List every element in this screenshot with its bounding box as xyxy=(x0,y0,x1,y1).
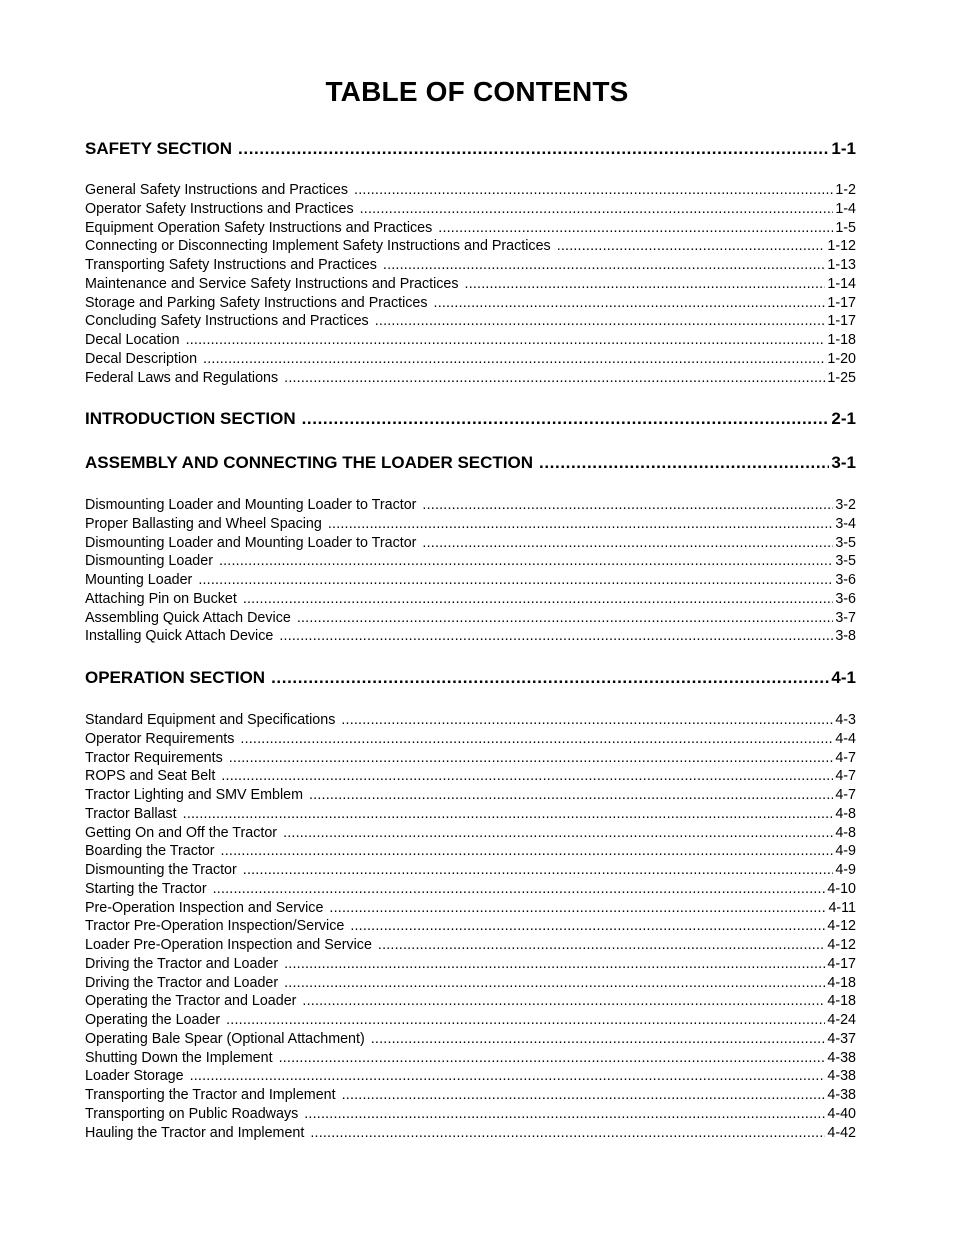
entry-page-number: 4-17 xyxy=(827,955,856,972)
section-heading xyxy=(85,137,856,161)
entry-label: Storage and Parking Safety Instructions and Practices xyxy=(85,294,428,311)
entry-label: Dismounting Loader and Mounting Loader to Tractor xyxy=(85,534,417,551)
entry-label: General Safety Instructions and Practices xyxy=(85,182,349,198)
entry-page-number: 3-6 xyxy=(835,590,856,607)
entry-label: Operating the Tractor and Loader xyxy=(85,993,297,1010)
entry-label: Decal Description xyxy=(85,350,198,367)
entry-page-number: 4-8 xyxy=(835,805,856,822)
entry-label: Driving the Tractor and Loader xyxy=(85,955,279,972)
entry-label: Boarding the Tractor xyxy=(85,843,215,860)
entry-label: Starting the Tractor xyxy=(85,880,207,897)
entry-page-number: 3-6 xyxy=(835,572,856,588)
section-page-number: 1-1 xyxy=(831,139,856,158)
toc-entry xyxy=(85,936,856,955)
entry-label: Connecting or Disconnecting Implement Safety Instructions and Practices xyxy=(85,238,551,255)
toc-entry xyxy=(85,1086,856,1105)
dot-leader xyxy=(226,1011,825,1030)
dot-leader xyxy=(434,294,826,313)
dot-leader xyxy=(375,312,826,331)
dot-leader xyxy=(284,974,825,993)
entry-page-number: 1-12 xyxy=(827,238,856,255)
entry-page-number: 4-4 xyxy=(835,730,856,747)
toc-section-operation xyxy=(85,666,856,690)
page-title: TABLE OF CONTENTS xyxy=(325,76,629,107)
entry-page-number: 4-11 xyxy=(828,899,856,916)
dot-leader xyxy=(271,666,829,690)
dot-leader xyxy=(465,275,826,294)
entry-label: Loader Storage xyxy=(85,1068,184,1085)
entry-label: Operator Safety Instructions and Practices xyxy=(85,200,354,217)
toc-entry xyxy=(85,899,856,918)
dot-leader xyxy=(243,590,834,609)
dot-leader xyxy=(360,200,834,219)
dot-leader xyxy=(341,711,833,730)
section-page-number: 2-1 xyxy=(831,409,856,428)
entry-label: Hauling the Tractor and Implement xyxy=(85,1124,305,1141)
entry-page-number: 4-18 xyxy=(827,993,856,1010)
entry-label: Tractor Pre-Operation Inspection/Service xyxy=(85,918,345,935)
toc-entry xyxy=(85,1105,856,1124)
dot-leader xyxy=(190,1067,826,1086)
dot-leader xyxy=(302,407,830,431)
toc-entry xyxy=(85,1049,856,1068)
dot-leader xyxy=(219,552,833,571)
dot-leader xyxy=(557,237,826,256)
toc-entry xyxy=(85,609,856,628)
entry-page-number: 4-38 xyxy=(827,1068,856,1085)
entry-page-number: 4-37 xyxy=(827,1030,856,1047)
entry-page-number: 1-18 xyxy=(827,332,856,348)
entry-page-number: 1-13 xyxy=(827,257,856,273)
entry-page-number: 4-10 xyxy=(827,880,856,897)
dot-leader xyxy=(302,992,825,1011)
entry-label: Dismounting the Tractor xyxy=(85,862,237,878)
entry-page-number: 4-24 xyxy=(827,1012,856,1028)
entry-label: Dismounting Loader xyxy=(85,553,213,570)
entry-page-number: 4-38 xyxy=(827,1049,856,1066)
toc-entry xyxy=(85,974,856,993)
dot-leader xyxy=(342,1086,826,1105)
entry-label: Transporting on Public Roadways xyxy=(85,1105,299,1122)
entry-label: Operating Bale Spear (Optional Attachment) xyxy=(85,1030,365,1047)
entry-label: Loader Pre-Operation Inspection and Service xyxy=(85,937,372,953)
toc-entry xyxy=(85,767,856,786)
entry-label: Concluding Safety Instructions and Practices xyxy=(85,313,369,330)
toc-section-safety xyxy=(85,137,856,161)
dot-leader xyxy=(304,1105,825,1124)
dot-leader xyxy=(279,627,833,646)
toc-entry xyxy=(85,730,856,749)
entry-page-number: 3-2 xyxy=(835,497,856,513)
entry-page-number: 4-40 xyxy=(827,1105,856,1122)
entry-label: Equipment Operation Safety Instructions and Practices xyxy=(85,219,433,236)
toc-entry xyxy=(85,571,856,590)
toc-entry xyxy=(85,181,856,200)
toc-entry xyxy=(85,786,856,805)
toc-entry xyxy=(85,237,856,256)
section-title: INTRODUCTION SECTION xyxy=(85,409,296,428)
entry-page-number: 4-3 xyxy=(835,712,856,728)
dot-leader xyxy=(422,496,833,515)
toc-entry xyxy=(85,312,856,331)
entry-page-number: 4-38 xyxy=(827,1087,856,1103)
entry-page-number: 3-4 xyxy=(835,515,856,532)
toc-entry xyxy=(85,992,856,1011)
entry-label: Proper Ballasting and Wheel Spacing xyxy=(85,515,322,532)
dot-leader xyxy=(279,1049,826,1068)
dot-leader xyxy=(329,899,826,918)
entry-page-number: 4-7 xyxy=(835,768,856,785)
dot-leader xyxy=(243,861,834,880)
entry-page-number: 4-42 xyxy=(827,1124,856,1141)
toc-entry xyxy=(85,496,856,515)
entry-label: Maintenance and Service Safety Instructions and Practices xyxy=(85,275,459,292)
section-title: OPERATION SECTION xyxy=(85,668,266,687)
dot-leader xyxy=(310,1124,825,1143)
dot-leader xyxy=(229,749,834,768)
dot-leader xyxy=(283,824,833,843)
dot-leader xyxy=(221,767,833,786)
dot-leader xyxy=(284,369,825,388)
entry-page-number: 3-8 xyxy=(835,628,856,645)
entry-label: Operator Requirements xyxy=(85,730,235,747)
dot-leader xyxy=(383,256,825,275)
toc-entry xyxy=(85,590,856,609)
entry-label: Transporting Safety Instructions and Practices xyxy=(85,257,377,273)
toc-list-operation xyxy=(85,711,856,1142)
dot-leader xyxy=(378,936,825,955)
entry-label: Federal Laws and Regulations xyxy=(85,369,279,386)
entry-label: Standard Equipment and Specifications xyxy=(85,712,336,728)
dot-leader xyxy=(309,786,833,805)
section-heading xyxy=(85,451,856,475)
entry-label: Operating the Loader xyxy=(85,1012,221,1028)
entry-label: Installing Quick Attach Device xyxy=(85,628,274,645)
entry-label: Dismounting Loader and Mounting Loader to Tractor xyxy=(85,497,417,513)
toc-entry xyxy=(85,1067,856,1086)
toc-entry xyxy=(85,805,856,824)
entry-page-number: 4-7 xyxy=(835,749,856,766)
toc-entry xyxy=(85,842,856,861)
entry-label: Getting On and Off the Tractor xyxy=(85,824,278,841)
toc-entry xyxy=(85,711,856,730)
toc-entry xyxy=(85,749,856,768)
entry-label: Tractor Requirements xyxy=(85,749,223,766)
entry-page-number: 4-8 xyxy=(835,824,856,841)
toc-entry xyxy=(85,256,856,275)
entry-label: Transporting the Tractor and Implement xyxy=(85,1087,336,1103)
dot-leader xyxy=(186,331,826,350)
dot-leader xyxy=(183,805,834,824)
dot-leader xyxy=(539,451,829,475)
entry-page-number: 4-9 xyxy=(835,862,856,878)
entry-page-number: 4-7 xyxy=(835,787,856,803)
toc-entry xyxy=(85,219,856,238)
dot-leader xyxy=(203,350,825,369)
entry-label: Assembling Quick Attach Device xyxy=(85,609,291,626)
entry-page-number: 4-12 xyxy=(827,918,856,935)
entry-label: Attaching Pin on Bucket xyxy=(85,590,237,607)
entry-page-number: 4-18 xyxy=(827,974,856,991)
dot-leader xyxy=(328,515,833,534)
entry-page-number: 1-17 xyxy=(827,294,856,311)
toc-list-safety xyxy=(85,181,856,387)
entry-page-number: 1-2 xyxy=(835,182,856,198)
dot-leader xyxy=(240,730,833,749)
entry-page-number: 3-7 xyxy=(835,609,856,626)
section-title: ASSEMBLY AND CONNECTING THE LOADER SECTION xyxy=(85,453,534,472)
entry-page-number: 1-25 xyxy=(827,369,856,386)
entry-label: Tractor Ballast xyxy=(85,805,177,822)
toc-entry xyxy=(85,1030,856,1049)
toc-list-assembly xyxy=(85,496,856,646)
section-heading xyxy=(85,407,856,431)
entry-page-number: 3-5 xyxy=(835,553,856,570)
toc-entry xyxy=(85,331,856,350)
toc-entry xyxy=(85,534,856,553)
entry-page-number: 1-17 xyxy=(827,313,856,330)
dot-leader xyxy=(284,955,825,974)
toc-entry xyxy=(85,350,856,369)
dot-leader xyxy=(438,219,833,238)
toc-entry xyxy=(85,955,856,974)
toc-entry xyxy=(85,275,856,294)
entry-label: Shutting Down the Implement xyxy=(85,1049,273,1066)
dot-leader xyxy=(371,1030,826,1049)
entry-label: Decal Location xyxy=(85,332,180,348)
entry-page-number: 1-5 xyxy=(835,219,856,236)
toc-entry xyxy=(85,369,856,388)
toc-entry xyxy=(85,294,856,313)
dot-leader xyxy=(354,181,833,200)
dot-leader xyxy=(213,880,826,899)
entry-page-number: 1-20 xyxy=(827,350,856,367)
dot-leader xyxy=(198,571,833,590)
toc-entry xyxy=(85,824,856,843)
toc-entry xyxy=(85,1011,856,1030)
entry-page-number: 4-9 xyxy=(835,843,856,860)
toc-entry xyxy=(85,627,856,646)
toc-section-introduction xyxy=(85,407,856,431)
entry-label: ROPS and Seat Belt xyxy=(85,768,216,785)
section-title: SAFETY SECTION xyxy=(85,139,233,158)
dot-leader xyxy=(221,842,834,861)
toc-entry xyxy=(85,917,856,936)
toc-entry xyxy=(85,552,856,571)
entry-label: Mounting Loader xyxy=(85,572,193,588)
dot-leader xyxy=(297,609,834,628)
entry-page-number: 1-4 xyxy=(835,200,856,217)
dot-leader xyxy=(422,534,833,553)
toc-entry xyxy=(85,880,856,899)
toc-entry xyxy=(85,1124,856,1143)
toc-entry xyxy=(85,200,856,219)
entry-page-number: 3-5 xyxy=(835,534,856,551)
entry-label: Driving the Tractor and Loader xyxy=(85,974,279,991)
entry-label: Tractor Lighting and SMV Emblem xyxy=(85,787,303,803)
toc-section-assembly xyxy=(85,451,856,475)
section-page-number: 4-1 xyxy=(831,668,856,687)
dot-leader xyxy=(350,917,825,936)
toc-entry xyxy=(85,861,856,880)
entry-label: Pre-Operation Inspection and Service xyxy=(85,899,324,916)
section-heading xyxy=(85,666,856,690)
toc-entry xyxy=(85,515,856,534)
section-page-number: 3-1 xyxy=(831,453,856,472)
entry-page-number: 4-12 xyxy=(827,937,856,953)
dot-leader xyxy=(238,137,829,161)
entry-page-number: 1-14 xyxy=(827,275,856,292)
